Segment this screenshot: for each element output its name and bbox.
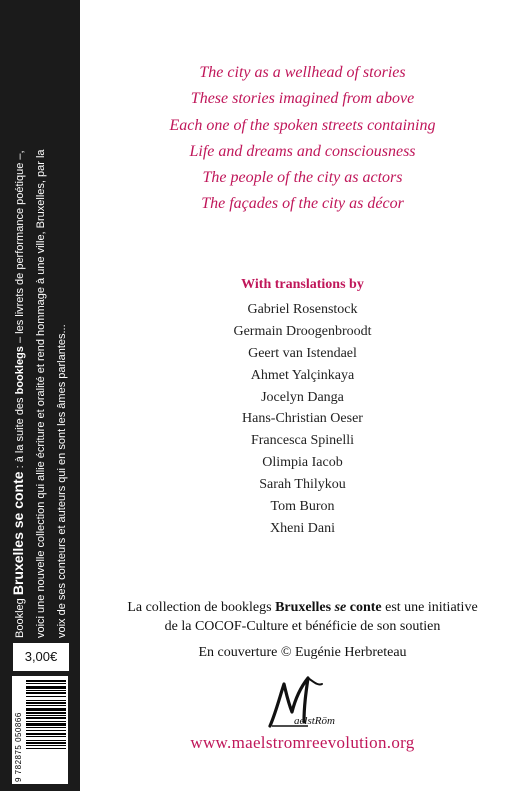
translations-block [80,274,525,540]
collection-line-1 [80,598,525,617]
barcode-bar [26,748,66,749]
translator-name: Germain Droogenbroodt [233,323,372,339]
spine-description [0,28,80,648]
barcode-bar [26,702,66,704]
collection-text-before: La collection de booklegs [127,600,276,615]
isbn-number: 9 782875 050866 [14,712,23,782]
barcode-bar [26,700,66,701]
poem-line: The people of the city as actors [202,169,403,187]
spine-series-prefix: Bookleg [14,598,26,638]
barcode-bar [26,690,66,691]
spine-line1-end: – les livrets de performance poétique –, [14,150,26,347]
barcode-bar [26,715,66,716]
spine-booklegs-bold: booklegs [14,346,26,395]
barcode-bar [26,733,66,735]
barcode-bar [26,723,66,726]
publisher-logo [262,672,352,732]
barcode-bar [26,742,66,744]
translator-name: Tom Buron [270,499,335,515]
poem-line: Each one of the spoken streets containing [169,116,436,134]
poem-line: Life and dreams and consciousness [189,142,416,160]
translations-heading: With translations by [241,277,364,292]
logo-wordmark: aelstRöm [294,715,335,727]
spine-series-name: Bruxelles se conte [10,471,26,596]
barcode-bar [26,727,66,728]
collection-series-bold-end: conte [346,600,382,615]
barcode-bar [26,712,66,714]
publisher-website: www.maelstromreevolution.org [190,733,415,752]
translator-name: Francesca Spinelli [250,433,355,449]
poem-block [80,60,525,218]
barcode-bar [26,708,66,711]
poem-line: The façades of the city as décor [201,195,404,213]
collection-series-bold: Bruxelles [275,600,335,615]
maelstrom-logo-icon [262,672,352,732]
barcode-bar [26,696,66,697]
translator-name: Ahmet Yalçinkaya [250,367,355,383]
spine-line-3: voix de ses conteurs et auteurs qui en sont les âmes parlantes... [56,324,68,638]
barcode-bar [26,680,66,682]
translator-name: Gabriel Rosenstock [247,301,358,317]
barcode-bar [26,686,66,689]
collection-series-italic: se [334,600,347,615]
translator-name: Geert van Istendael [248,345,357,361]
barcode-bar [26,740,66,741]
translator-name: Sarah Thilykou [259,477,346,493]
barcode-bar [26,717,66,719]
collection-info [80,598,525,662]
translator-name: Jocelyn Danga [261,389,344,405]
translator-name: Olimpia Iacob [262,455,343,471]
barcode-bar [26,721,66,722]
cover-credit: En couverture © Eugénie Herbreteau [198,645,407,660]
barcode-bar [26,683,66,684]
barcode-bar [26,705,66,706]
barcode-bar [26,730,66,731]
translator-name: Hans-Christian Oeser [242,411,363,427]
poem-line: The city as a wellhead of stories [199,64,406,81]
barcode [12,676,68,784]
collection-text-after: est une initiative [381,600,478,615]
spine-line-2: voici une nouvelle collection qui allie écriture et oralité et rend hommage à une ville, Bruxelles, par la [35,149,47,638]
poem-line: These stories imagined from above [190,90,415,108]
translator-name: Xheni Dani [270,520,335,536]
barcode-bar [26,692,66,694]
spine-line1-rest: : à la suite des [14,394,26,472]
spine-line-1 [8,28,31,638]
barcode-bar [26,736,66,737]
barcode-bar [26,745,66,746]
price-label: 3,00€ [12,642,70,672]
collection-line-2: de la COCOF-Culture et bénéficie de son soutien [164,619,441,634]
book-spine-panel [0,0,80,791]
